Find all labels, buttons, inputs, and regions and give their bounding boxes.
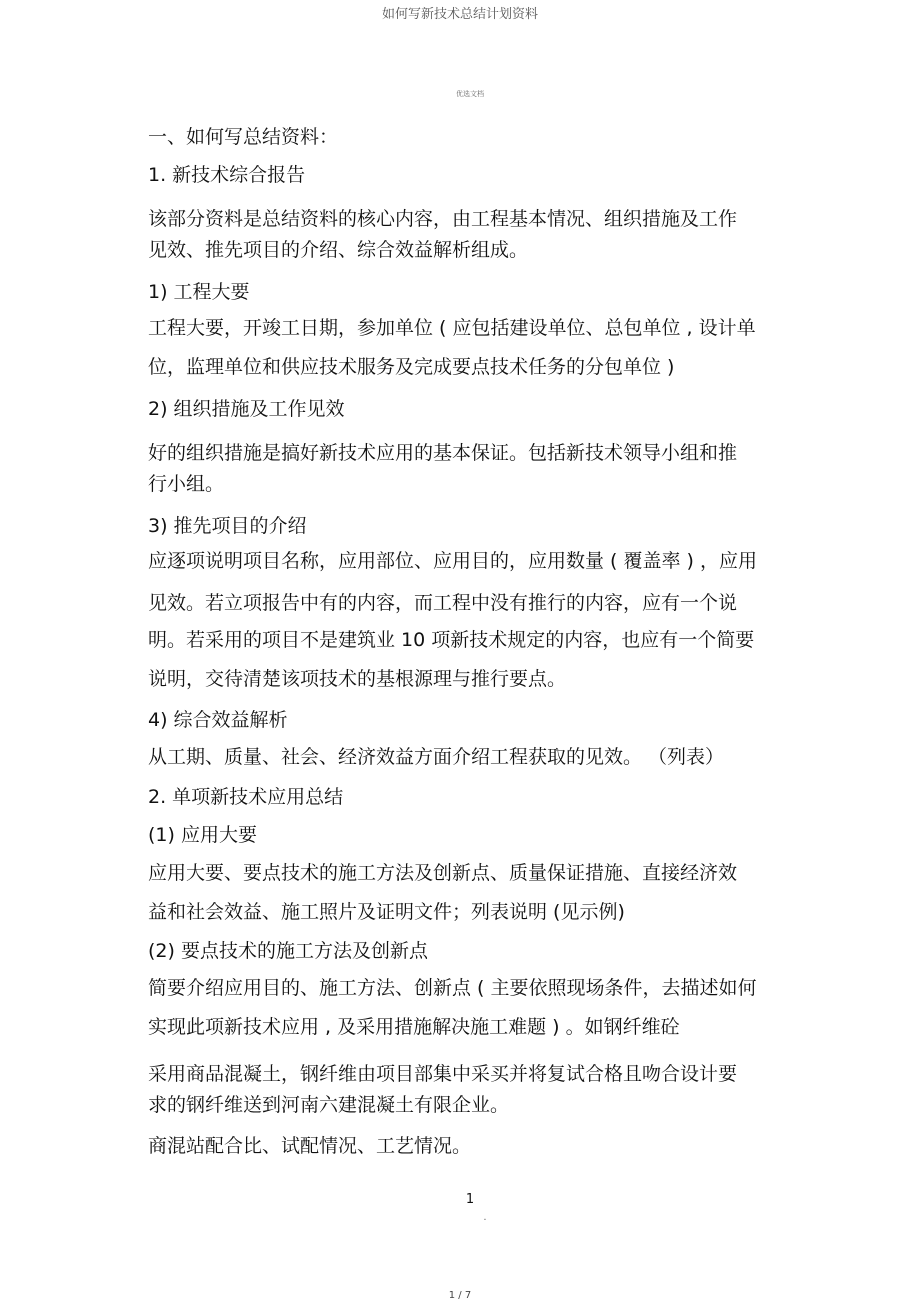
text-line: 行小组。 <box>148 473 225 495</box>
heading-how-to-write-summary: 一、如何写总结资料： <box>148 126 339 148</box>
document-subheader: 优选文档 <box>456 90 484 98</box>
text-line: 该部分资料是总结资料的核心内容，由工程基本情况、组织措施及工作 <box>148 208 738 230</box>
text-line: 位，监理单位和供应技术服务及完成要点技术任务的分包单位 ) <box>148 356 675 378</box>
text-line: 应用大要、要点技术的施工方法及创新点、质量保证措施、直接经济效 <box>148 862 738 884</box>
text-line: 实现此项新技术应用 , 及采用措施解决施工难题 ) 。如钢纤维砼 <box>148 1016 680 1038</box>
page-indicator: 1 / 7 <box>448 1290 472 1301</box>
text-line: 好的组织措施是搞好新技术应用的基本保证。包括新技术领导小组和推 <box>148 442 738 464</box>
text-line: 见效。若立项报告中有的内容，而工程中没有推行的内容，应有一个说 <box>148 592 738 614</box>
text-line: 应逐项说明项目名称，应用部位、应用目的，应用数量 ( 覆盖率 ) ，应用 <box>148 550 757 572</box>
heading-construction-methods: (2) 要点技术的施工方法及创新点 <box>148 940 428 962</box>
heading-benefit-analysis: 4) 综合效益解析 <box>148 709 288 731</box>
heading-new-tech-report: 1. 新技术综合报告 <box>148 164 306 186</box>
text-line: 简要介绍应用目的、施工方法、创新点 ( 主要依照现场条件，去描述如何 <box>148 977 757 999</box>
text-line: 见效、推先项目的介绍、综合效益解析组成。 <box>148 239 529 261</box>
text-line: 明。若采用的项目不是建筑业 10 项新技术规定的内容，也应有一个简要 <box>148 629 755 651</box>
heading-application-overview: (1) 应用大要 <box>148 824 257 846</box>
text-line: 求的钢纤维送到河南六建混凝土有限企业。 <box>148 1094 510 1116</box>
heading-project-overview: 1) 工程大要 <box>148 281 250 303</box>
heading-project-introduction: 3) 推先项目的介绍 <box>148 515 307 537</box>
heading-organization-measures: 2) 组织措施及工作见效 <box>148 398 345 420</box>
text-line: 说明，交待清楚该项技术的基根源理与推行要点。 <box>148 668 567 690</box>
page-number: 1 <box>465 1192 475 1207</box>
text-line: 益和社会效益、施工照片及证明文件；列表说明 (见示例) <box>148 901 625 923</box>
text-line: 商混站配合比、试配情况、工艺情况。 <box>148 1135 472 1157</box>
document-header-title: 如何写新技术总结计划资料 <box>381 7 538 22</box>
heading-single-tech-summary: 2. 单项新技术应用总结 <box>148 786 344 808</box>
page-dot: . <box>483 1212 487 1223</box>
text-line: 从工期、质量、社会、经济效益方面介绍工程获取的见效。 （列表） <box>148 746 725 768</box>
text-line: 采用商品混凝土，钢纤维由项目部集中采买并将复试合格且吻合设计要 <box>148 1063 738 1085</box>
text-line: 工程大要，开竣工日期，参加单位 ( 应包括建设单位、总包单位 , 设计单 <box>148 317 756 339</box>
